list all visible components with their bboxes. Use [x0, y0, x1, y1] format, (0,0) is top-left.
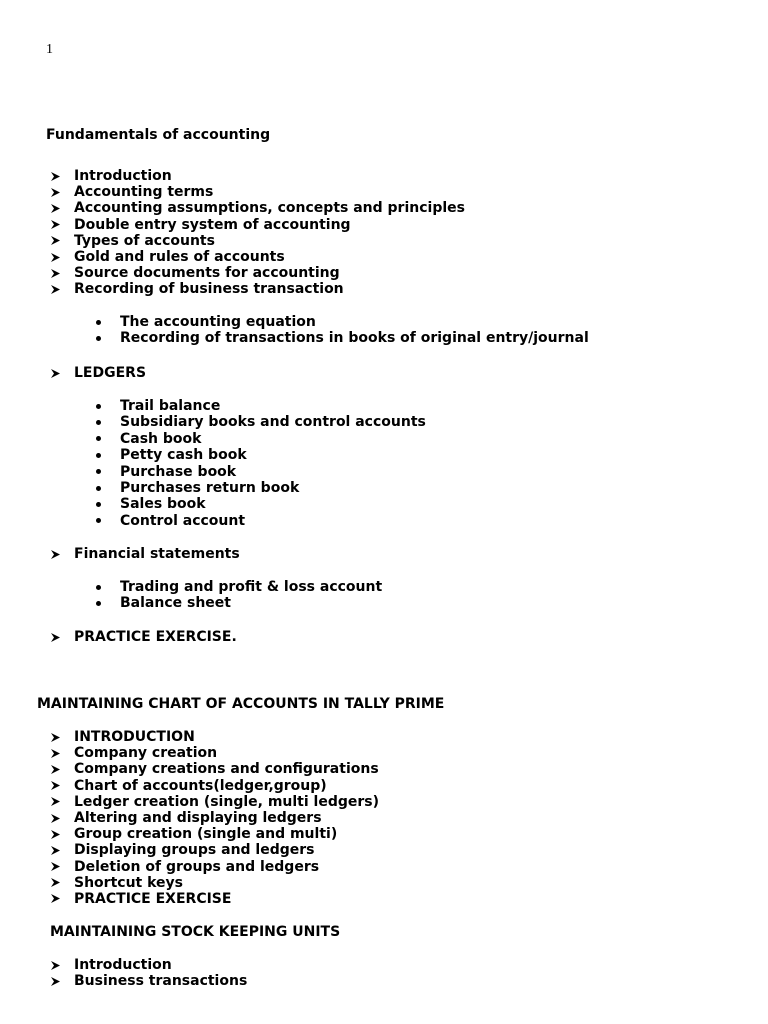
- list-item: [96, 314, 589, 330]
- list-item: [50, 778, 379, 794]
- dot-bullet-icon: [96, 453, 101, 458]
- financial-heading-list: [50, 546, 240, 562]
- list-item-label: Petty cash book: [120, 447, 247, 464]
- list-item-label: Purchases return book: [120, 479, 300, 496]
- list-item-label: Cash book: [120, 430, 202, 447]
- list-item-label: Control account: [120, 512, 246, 529]
- list-item-label: Company creation: [74, 745, 218, 762]
- ledgers-subtopic-list: [96, 398, 426, 529]
- list-item: [50, 184, 465, 200]
- list-item-label: Gold and rules of accounts: [74, 248, 285, 265]
- arrow-bullet-icon: [50, 764, 74, 775]
- section-title-stock-units: MAINTAINING STOCK KEEPING UNITS: [50, 924, 341, 940]
- list-item: [50, 973, 247, 989]
- list-item-label: Sales book: [120, 496, 206, 513]
- arrow-bullet-icon: [50, 813, 74, 824]
- list-item: [96, 398, 426, 414]
- list-item-label: Chart of accounts(ledger,group): [74, 777, 327, 794]
- dot-bullet-icon: [96, 518, 101, 523]
- arrow-bullet-icon: [50, 549, 74, 560]
- list-item-label: Company creations and configurations: [74, 761, 379, 778]
- arrow-bullet-icon: [50, 893, 74, 904]
- arrow-bullet-icon: [50, 187, 74, 198]
- list-item: [50, 891, 379, 907]
- list-item-label: Subsidiary books and control accounts: [120, 414, 426, 431]
- list-item: [50, 810, 379, 826]
- list-item: [50, 729, 379, 745]
- arrow-bullet-icon: [50, 235, 74, 246]
- list-item: [96, 513, 426, 529]
- financial-subtopic-list: [96, 579, 382, 612]
- list-item: [50, 265, 465, 281]
- list-item-label: Financial statements: [74, 546, 240, 562]
- dot-bullet-icon: [96, 420, 101, 425]
- recording-subtopic-list: [96, 314, 589, 347]
- list-item: [96, 431, 426, 447]
- list-item: [50, 859, 379, 875]
- ledgers-heading-list: [50, 365, 146, 381]
- list-item-label: Group creation (single and multi): [74, 826, 338, 843]
- list-item: [50, 281, 465, 297]
- list-item: [50, 629, 237, 645]
- list-item-label: Recording of business transaction: [74, 281, 344, 298]
- list-item-label: PRACTICE EXERCISE: [74, 890, 232, 907]
- arrow-bullet-icon: [50, 632, 74, 643]
- list-item-label: PRACTICE EXERCISE.: [74, 629, 237, 645]
- list-item-label: Business transactions: [74, 973, 248, 990]
- list-item: [50, 217, 465, 233]
- list-item-label: The accounting equation: [120, 314, 316, 330]
- dot-bullet-icon: [96, 486, 101, 491]
- dot-bullet-icon: [96, 601, 101, 606]
- list-item-label: Types of accounts: [74, 232, 215, 249]
- list-item-label: INTRODUCTION: [74, 729, 195, 745]
- list-item: [96, 480, 426, 496]
- list-item-label: Accounting assumptions, concepts and principles: [74, 200, 465, 217]
- list-item-label: Trading and profit & loss account: [120, 579, 383, 595]
- arrow-bullet-icon: [50, 845, 74, 856]
- list-item: [96, 414, 426, 430]
- list-item: [96, 447, 426, 463]
- list-item: [50, 233, 465, 249]
- arrow-bullet-icon: [50, 829, 74, 840]
- arrow-bullet-icon: [50, 368, 74, 379]
- dot-bullet-icon: [96, 320, 101, 325]
- list-item: [50, 875, 379, 891]
- list-item: [96, 330, 589, 346]
- list-item-label: Double entry system of accounting: [74, 216, 351, 233]
- list-item: [50, 794, 379, 810]
- section-title-fundamentals: Fundamentals of accounting: [46, 127, 271, 143]
- stock-topic-list: [50, 957, 247, 989]
- list-item-label: Displaying groups and ledgers: [74, 842, 315, 859]
- arrow-bullet-icon: [50, 960, 74, 971]
- arrow-bullet-icon: [50, 976, 74, 987]
- list-item: [50, 365, 146, 381]
- dot-bullet-icon: [96, 585, 101, 590]
- list-item-label: Introduction: [74, 957, 172, 973]
- dot-bullet-icon: [96, 469, 101, 474]
- list-item-label: Ledger creation (single, multi ledgers): [74, 793, 380, 810]
- arrow-bullet-icon: [50, 203, 74, 214]
- list-item: [50, 842, 379, 858]
- list-item-label: Source documents for accounting: [74, 265, 340, 282]
- list-item: [96, 464, 426, 480]
- arrow-bullet-icon: [50, 780, 74, 791]
- list-item-label: Deletion of groups and ledgers: [74, 858, 320, 875]
- list-item: [96, 579, 382, 595]
- list-item: [50, 826, 379, 842]
- practice-heading-list: [50, 629, 237, 645]
- arrow-bullet-icon: [50, 877, 74, 888]
- arrow-bullet-icon: [50, 219, 74, 230]
- list-item: [50, 761, 379, 777]
- arrow-bullet-icon: [50, 796, 74, 807]
- arrow-bullet-icon: [50, 268, 74, 279]
- arrow-bullet-icon: [50, 284, 74, 295]
- arrow-bullet-icon: [50, 748, 74, 759]
- list-item: [96, 496, 426, 512]
- list-item-label: Recording of transactions in books of original entry/journal: [120, 330, 589, 347]
- list-item-label: Introduction: [74, 168, 172, 184]
- arrow-bullet-icon: [50, 861, 74, 872]
- list-item-label: Altering and displaying ledgers: [74, 809, 322, 826]
- list-item-label: Purchase book: [120, 463, 237, 480]
- list-item: [96, 595, 382, 611]
- list-item: [50, 249, 465, 265]
- list-item: [50, 168, 465, 184]
- arrow-bullet-icon: [50, 732, 74, 743]
- list-item-label: Shortcut keys: [74, 874, 183, 891]
- list-item-label: Trail balance: [120, 398, 221, 414]
- dot-bullet-icon: [96, 404, 101, 409]
- fundamentals-topic-list: [50, 168, 465, 298]
- list-item: [50, 546, 240, 562]
- arrow-bullet-icon: [50, 171, 74, 182]
- dot-bullet-icon: [96, 336, 101, 341]
- list-item: [50, 957, 247, 973]
- list-item-label: Accounting terms: [74, 184, 214, 201]
- list-item: [50, 200, 465, 216]
- list-item-label: Balance sheet: [120, 595, 231, 612]
- tally-topic-list: [50, 729, 379, 907]
- arrow-bullet-icon: [50, 252, 74, 263]
- page-number: 1: [46, 42, 53, 57]
- dot-bullet-icon: [96, 436, 101, 441]
- section-title-tally-chart: MAINTAINING CHART OF ACCOUNTS IN TALLY PRIME: [37, 696, 445, 712]
- dot-bullet-icon: [96, 502, 101, 507]
- list-item: [50, 745, 379, 761]
- list-item-label: LEDGERS: [74, 365, 147, 381]
